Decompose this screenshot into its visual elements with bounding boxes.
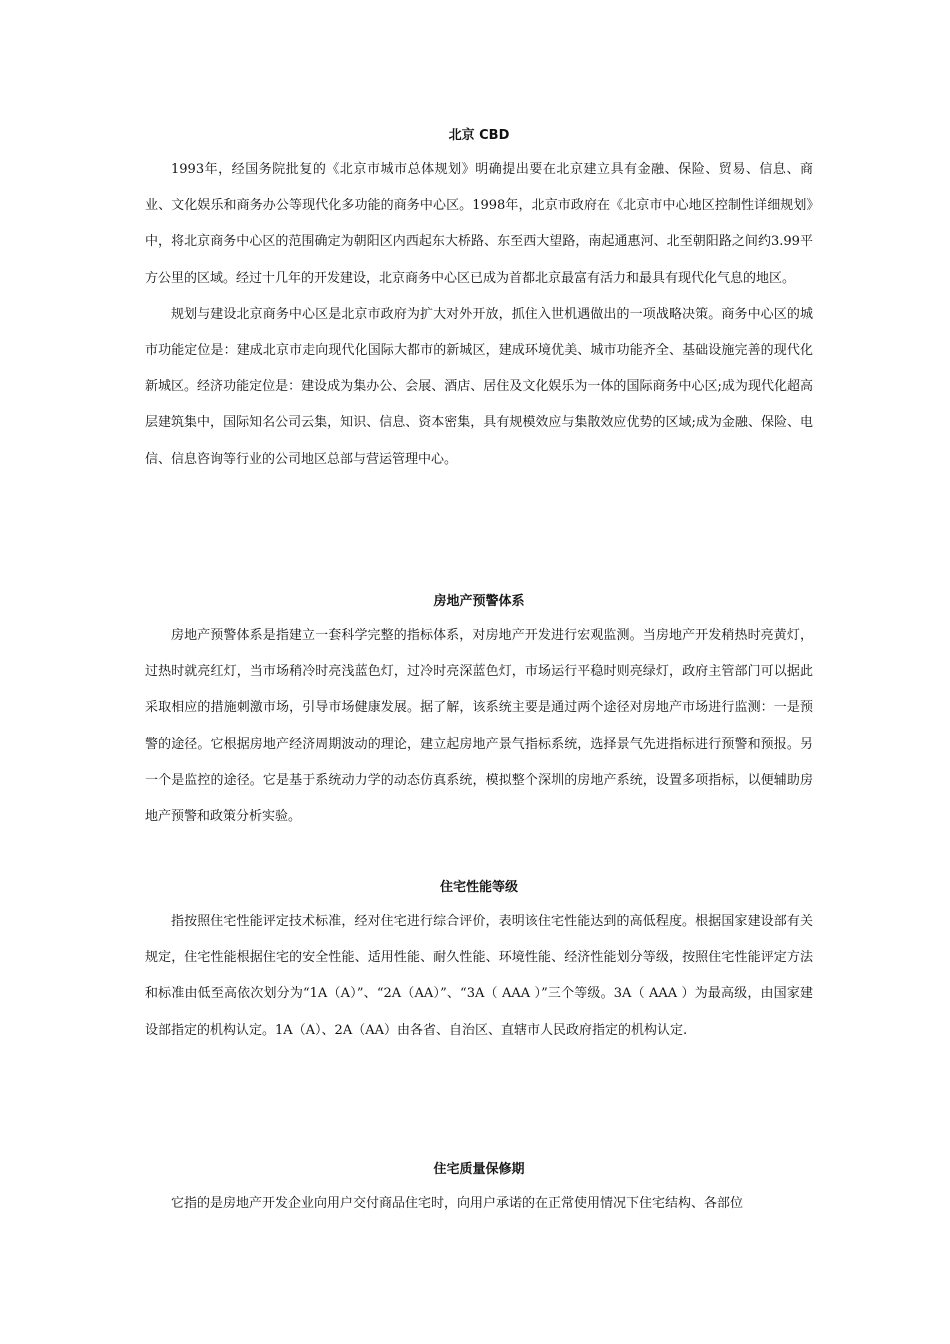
section-title: 房地产预警体系 [433,594,525,609]
paragraph: 房地产预警体系是指建立一套科学完整的指标体系，对房地产开发进行宏观监测。当房地产开发稍热时亮黄灯，过热时就亮红灯，当市场稍冷时亮浅蓝色灯，过冷时亮深蓝色灯，市场运行平稳时则亮绿灯，政府主管部门可以据此采取相应的措施刺激市场，引导市场健康发展。据了解，该系统主要是通过两个途径对房地产市场进行监测：一是预警的途径。它根据房地产经济周期波动的理论，建立起房地产景气指标系统，选择景气先进指标进行预警和预报。另一个是监控的途径。它是基于系统动力学的动态仿真系统，模拟整个深圳的房地产系统，设置多项指标，以便辅助房地产预警和政策分析实验。 [145,628,813,825]
section-title: 住宅性能等级 [439,880,518,895]
section-title: 北京 CBD [448,128,510,143]
section-housing-warranty [145,1160,813,1222]
section-title: 住宅质量保修期 [433,1162,525,1177]
paragraph: 指按照住宅性能评定技术标准，经对住宅进行综合评价，表明该住宅性能达到的高低程度。根据国家建设部有关规定，住宅性能根据住宅的安全性能、适用性能、耐久性能、环境性能、经济性能划分等级，按照住宅性能评定方法和标准由低至高依次划分为“1A（A）”、“2A（AA）”、“3A（ AAA ）”三个等级。3A（ AAA ）为最高级，由国家建设部指定的机构认定。1A（A）、2A（AA）由各省、自治区、直辖市人民政府指定的机构认定. [145,914,813,1038]
section-housing-performance-grade [145,878,813,1049]
paragraph: 规划与建设北京商务中心区是北京市政府为扩大对外开放，抓住入世机遇做出的一项战略决策。商务中心区的城市功能定位是：建成北京市走向现代化国际大都市的新城区，建成环境优美、城市功能齐全、基础设施完善的现代化新城区。经济功能定位是：建设成为集办公、会展、酒店、居住及文化娱乐为一体的国际商务中心区;成为现代化超高层建筑集中，国际知名公司云集，知识、信息、资本密集，具有规模效应与集散效应优势的区域;成为金融、保险、电信、信息咨询等行业的公司地区总部与营运管理中心。 [145,306,813,467]
paragraph: 它指的是房地产开发企业向用户交付商品住宅时，向用户承诺的在正常使用情况下住宅结构、各部位 [171,1196,744,1211]
section-beijing-cbd [145,126,813,478]
section-real-estate-warning [145,592,813,835]
paragraph: 1993年，经国务院批复的《北京市城市总体规划》明确提出要在北京建立具有金融、保险、贸易、信息、商业、文化娱乐和商务办公等现代化多功能的商务中心区。1998年，北京市政府在《北京市中心地区控制性详细规划》中，将北京商务中心区的范围确定为朝阳区内西起东大桥路、东至西大望路，南起通惠河、北至朝阳路之间约3.99平方公里的区域。经过十几年的开发建设，北京商务中心区已成为首都北京最富有活力和最具有现代化气息的地区。 [145,162,813,286]
